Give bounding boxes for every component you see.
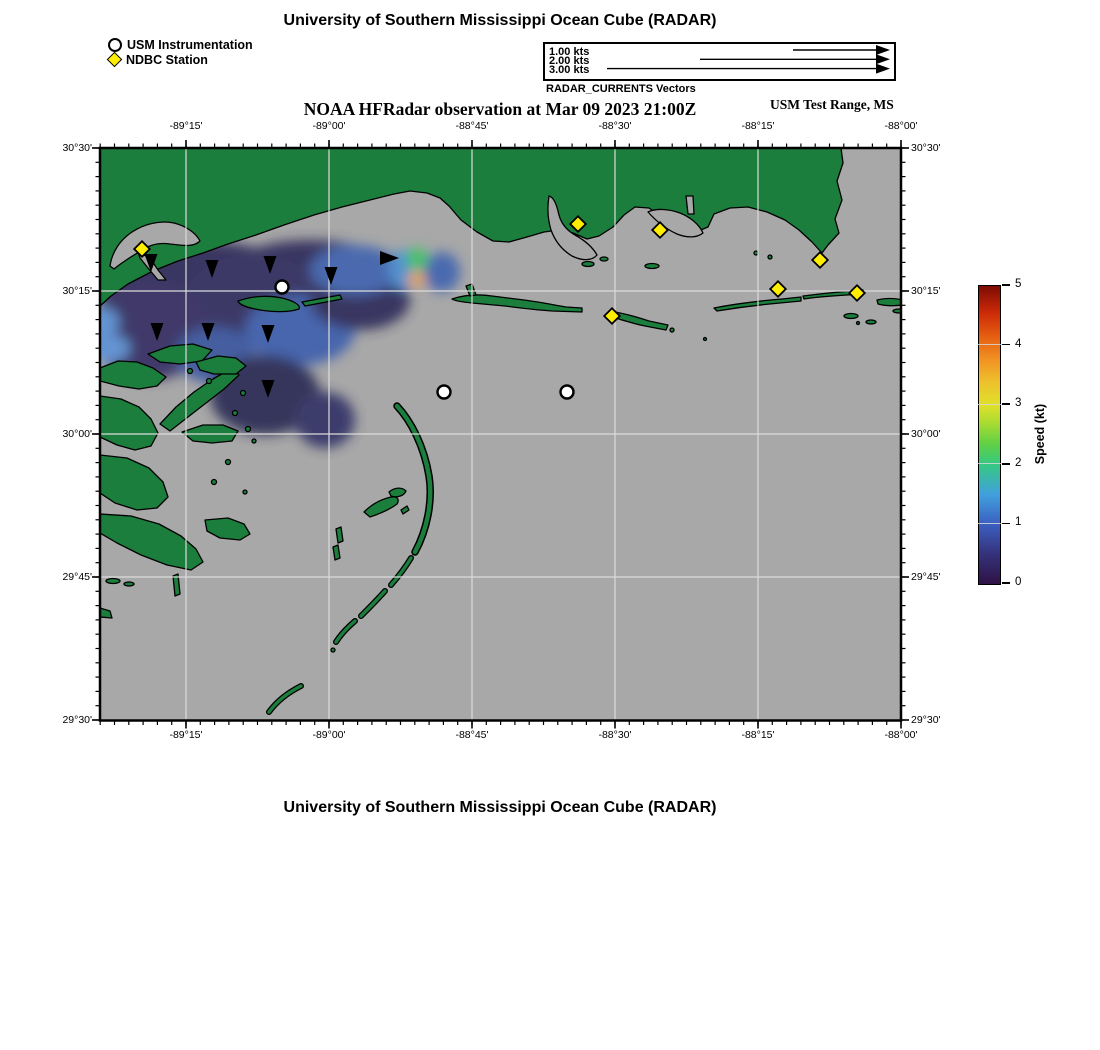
y-axis-label-left: 29°45' (62, 571, 92, 583)
vector-scale-box (543, 42, 896, 81)
y-axis-label-right: 29°45' (911, 571, 941, 583)
vector-scale-caption: RADAR_CURRENTS Vectors (546, 83, 696, 95)
pascagoula-channel (686, 196, 694, 214)
legend-row-ndbc (108, 52, 253, 67)
colorbar-tick (1002, 582, 1010, 584)
colorbar-tick-label: 2 (1015, 456, 1022, 469)
x-axis-label-bottom: -88°15' (741, 729, 775, 741)
colorbar-tick-label: 5 (1015, 278, 1022, 290)
x-axis-label-top: -88°45' (455, 120, 489, 132)
y-axis-label-left: 29°30' (62, 714, 92, 726)
usm-instrumentation-marker (561, 386, 574, 399)
y-axis-label-left: 30°00' (62, 428, 92, 440)
figure-title-top: University of Southern Mississippi Ocean Cube (RADAR) (283, 12, 717, 29)
usm-circle-icon (108, 38, 122, 52)
colorbar-segment-line (978, 344, 1002, 345)
observation-subtitle: NOAA HFRadar observation at Mar 09 2023 21:00Z (303, 99, 697, 119)
figure-title-bottom: University of Southern Mississippi Ocean Cube (RADAR) (283, 799, 717, 816)
colorbar-segment-line (978, 523, 1002, 524)
x-axis-label-bottom: -88°45' (455, 729, 489, 741)
y-axis-label-right: 29°30' (911, 714, 941, 726)
y-axis-label-left: 30°30' (62, 142, 92, 154)
speed-colorbar (978, 285, 1001, 585)
test-range-annotation: USM Test Range, MS (770, 97, 894, 112)
y-axis-label-right: 30°15' (911, 285, 941, 297)
colorbar-title: Speed (kt) (1033, 403, 1047, 465)
marker-legend (108, 37, 253, 67)
colorbar-tick (1002, 523, 1010, 525)
colorbar-tick (1002, 284, 1010, 286)
colorbar-tick-label: 1 (1015, 516, 1022, 529)
y-axis-label-left: 30°15' (62, 285, 92, 297)
legend-row-usm (108, 37, 253, 52)
colorbar-tick-label: 3 (1015, 397, 1022, 410)
usm-instrumentation-marker (438, 386, 451, 399)
x-axis-label-top: -89°15' (169, 120, 203, 132)
x-axis-label-bottom: -88°00' (884, 729, 918, 741)
usm-instrumentation-marker (276, 281, 289, 294)
legend-label: USM Instrumentation (127, 37, 253, 52)
colorbar-tick (1002, 344, 1010, 346)
x-axis-label-top: -88°30' (598, 120, 632, 132)
ndbc-diamond-icon (107, 52, 123, 68)
legend-label: NDBC Station (126, 52, 208, 67)
x-axis-label-top: -89°00' (312, 120, 346, 132)
scale-row-label: 2.00 kts (549, 55, 590, 67)
x-axis-label-bottom: -89°15' (169, 729, 203, 741)
colorbar-tick-label: 4 (1015, 337, 1022, 350)
x-axis-label-bottom: -89°00' (312, 729, 346, 741)
x-axis-label-bottom: -88°30' (598, 729, 632, 741)
x-axis-label-top: -88°00' (884, 120, 918, 132)
colorbar-tick-label: 0 (1015, 576, 1022, 588)
colorbar-segment-line (978, 404, 1002, 405)
y-axis-label-right: 30°00' (911, 428, 941, 440)
scale-row-label: 3.00 kts (549, 64, 590, 76)
colorbar-tick (1002, 463, 1010, 465)
y-axis-label-right: 30°30' (911, 142, 941, 154)
colorbar-segment-line (978, 463, 1002, 464)
colorbar-tick (1002, 403, 1010, 405)
scale-row-label: 1.00 kts (549, 46, 590, 58)
x-axis-label-top: -88°15' (741, 120, 775, 132)
